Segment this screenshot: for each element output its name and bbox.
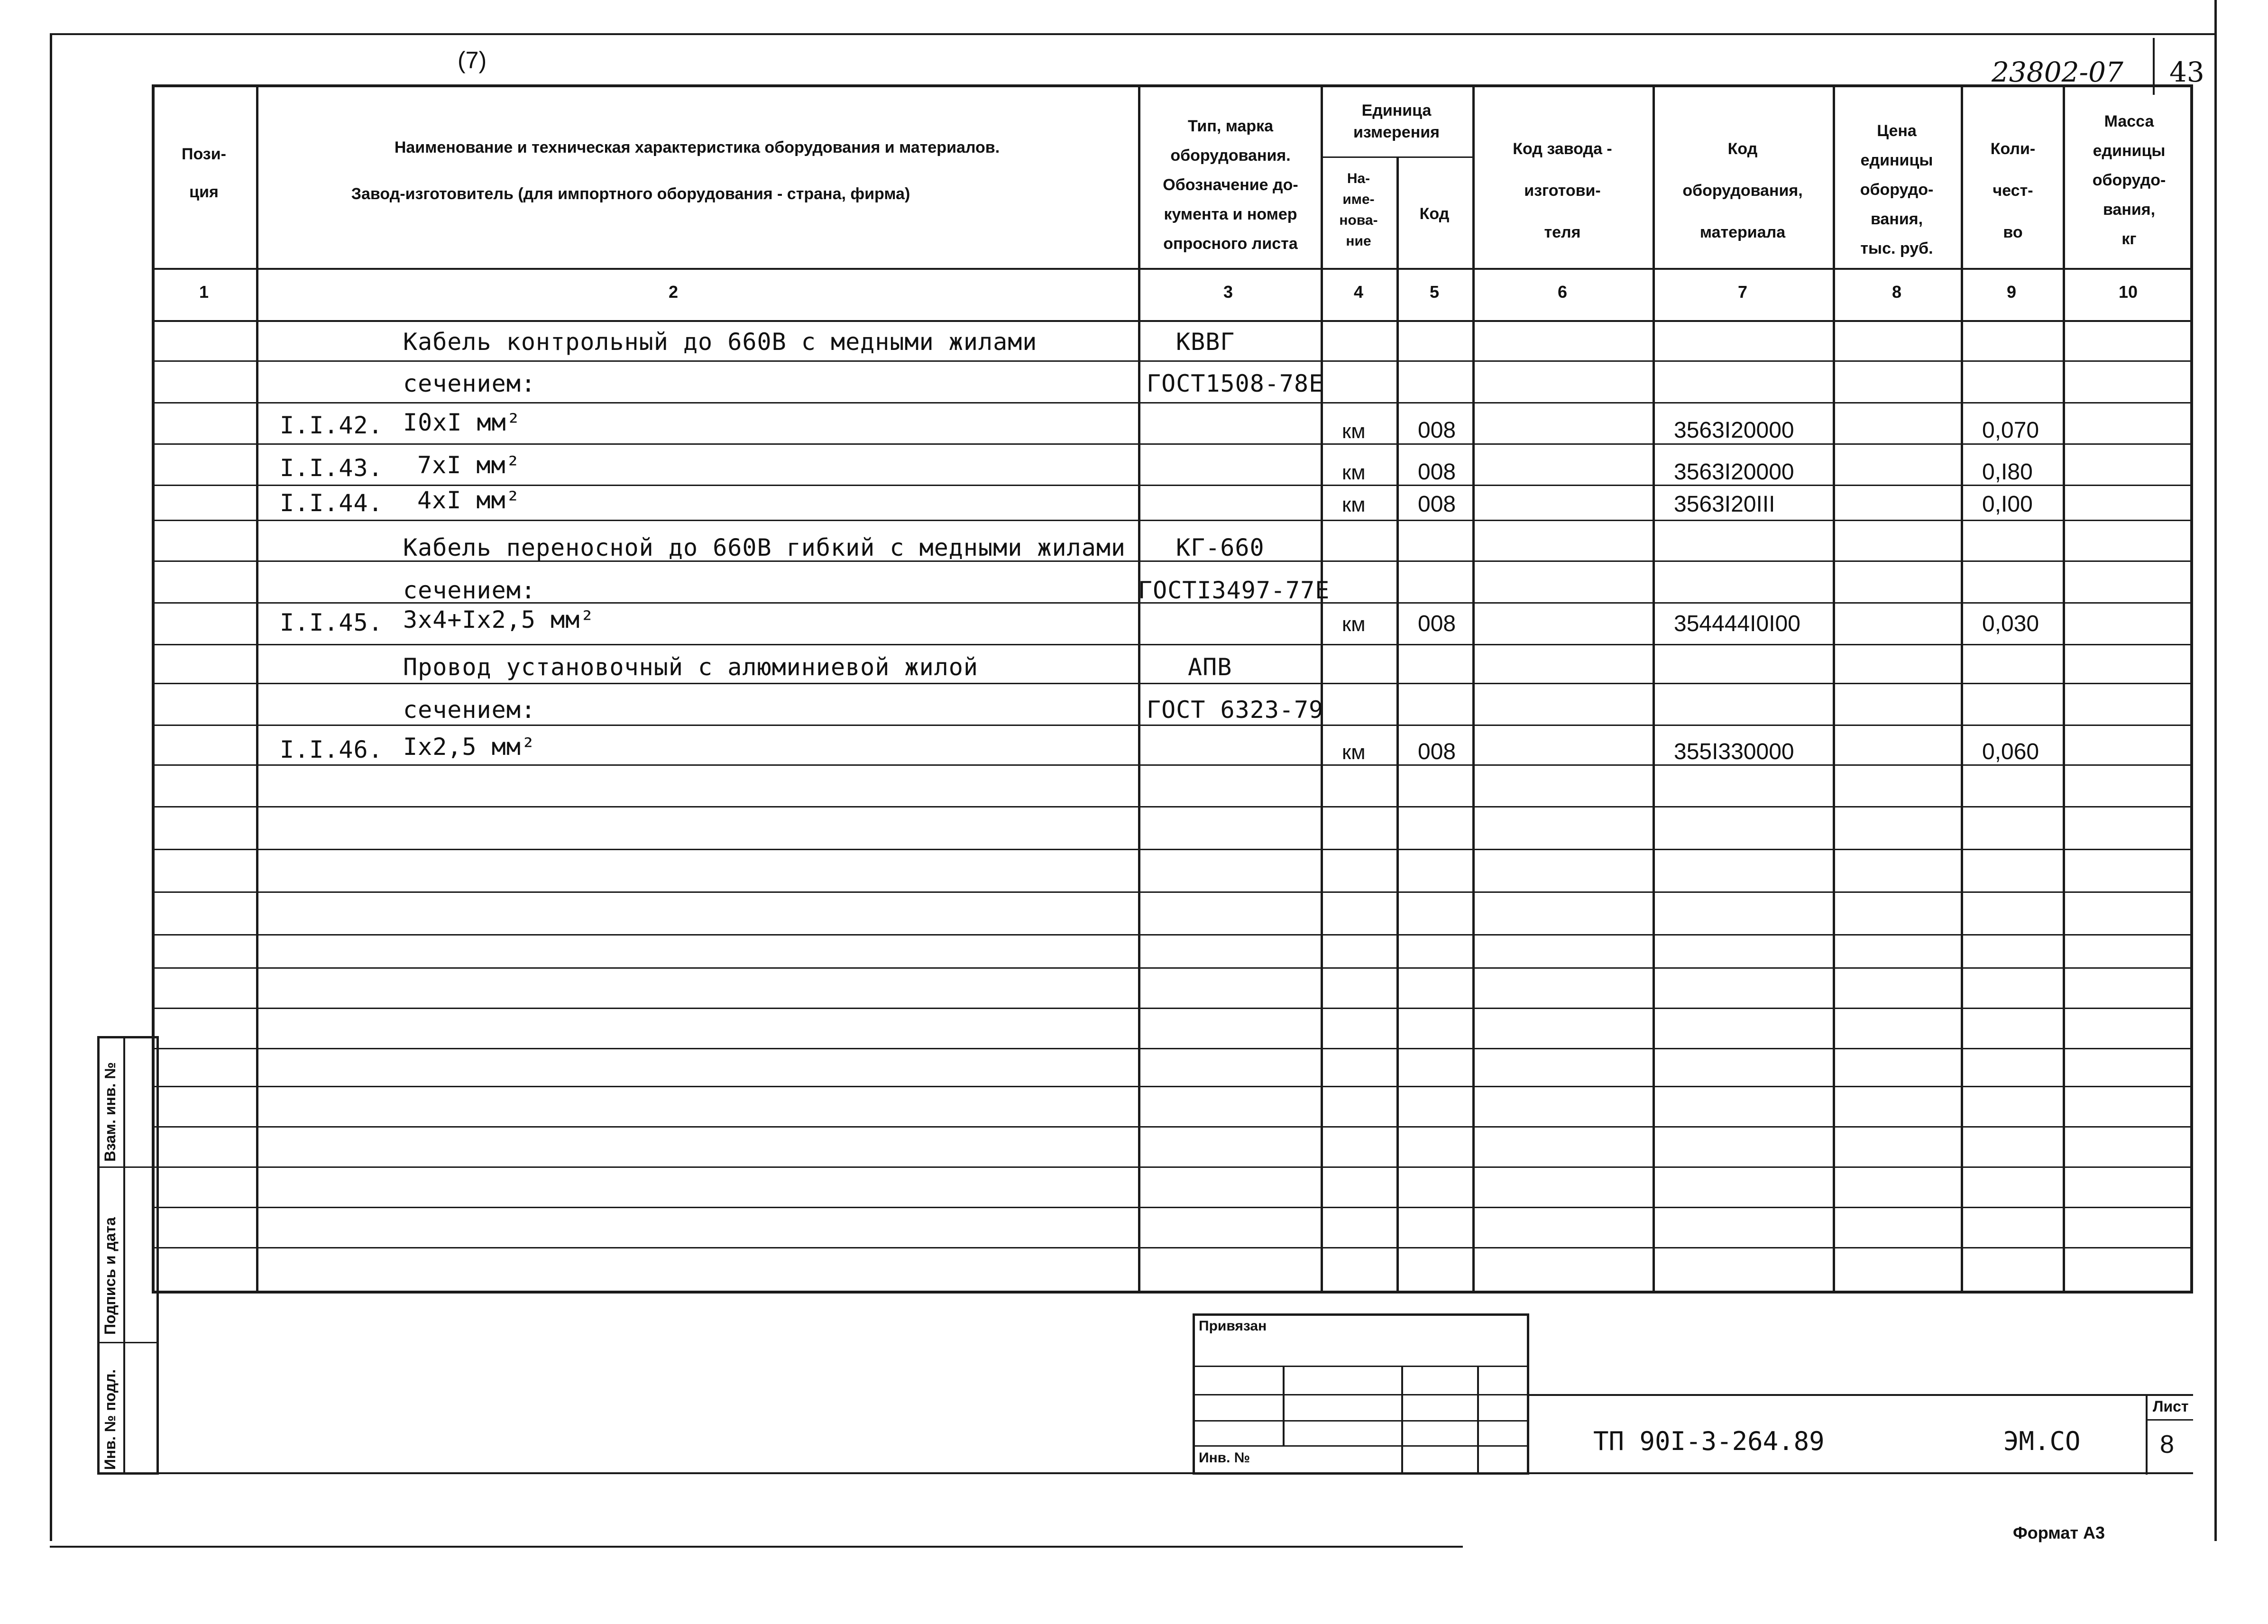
row-quantity: 0,I80 <box>1982 459 2033 485</box>
doc-block-top <box>1529 1394 2193 1396</box>
sheet-ref: (7) <box>458 47 487 73</box>
col-divider-6 <box>1653 84 1655 1294</box>
format-label: Формат А3 <box>2013 1523 2105 1542</box>
colnum-6: 6 <box>1557 282 1568 302</box>
colnum-3: 3 <box>1223 282 1233 302</box>
header-price: Цена единицы оборудо- вания, тыс. руб. <box>1860 122 1934 257</box>
side-stamp-line-1 <box>97 1166 159 1168</box>
header-material-code: Код оборудования, материала <box>1682 140 1803 241</box>
colnum-1: 1 <box>199 282 209 302</box>
colnum-2: 2 <box>668 282 679 302</box>
row-code: 008 <box>1418 492 1456 517</box>
row-rule <box>152 806 2193 807</box>
row-position: I.I.46. <box>280 736 383 763</box>
header-factory-code: Код завода - изготови- теля <box>1513 140 1612 241</box>
row-type: ГОСТ1508-78Е <box>1147 370 1324 397</box>
colnum-bottom-line <box>152 320 2193 322</box>
row-name: Провод установочный с алюминиевой жилой <box>403 653 978 681</box>
row-rule <box>152 1086 2193 1087</box>
sheet-label: Лист <box>2153 1398 2189 1415</box>
unit-subheader-line <box>1321 156 1472 158</box>
header-type: Тип, марка оборудования. Обозначение до- кумента и номер опросного листа <box>1163 117 1298 253</box>
spec-table <box>152 84 2193 1294</box>
sheet-label-line <box>2146 1419 2193 1421</box>
row-code: 008 <box>1418 739 1456 764</box>
header-unit-name: На- име- нова- ние <box>1339 171 1378 249</box>
row-rule <box>152 520 2193 521</box>
row-rule <box>152 764 2193 766</box>
header-unit: Единица измерения <box>1353 101 1440 141</box>
row-code: 008 <box>1418 459 1456 485</box>
row-name: сечением: <box>403 370 536 397</box>
colnum-4: 4 <box>1353 282 1364 302</box>
page-number: 43 <box>2169 56 2204 88</box>
row-rule <box>152 891 2193 893</box>
archive-number: 23802-07 <box>1992 56 2123 88</box>
row-rule <box>152 1247 2193 1248</box>
row-name: 3x4+Ix2,5 мм² <box>403 606 595 633</box>
row-code: 008 <box>1418 418 1456 443</box>
row-rule <box>152 485 2193 486</box>
header-position: Пози- ция <box>182 145 226 201</box>
inv-label: Инв. № <box>1199 1450 1250 1466</box>
row-rule <box>152 1166 2193 1168</box>
row-material: 3563I20III <box>1674 492 1775 517</box>
row-name: Ix2,5 мм² <box>403 733 536 761</box>
col-divider-5 <box>1472 84 1475 1294</box>
side-label-original: Инв. № подл. <box>101 1369 119 1470</box>
col-divider-7 <box>1833 84 1835 1294</box>
page-left-border <box>50 33 52 1541</box>
row-quantity: 0,030 <box>1982 611 2039 636</box>
row-unit: км <box>1342 493 1366 516</box>
row-unit: км <box>1342 613 1366 636</box>
row-rule <box>152 402 2193 404</box>
row-material: 355I330000 <box>1674 739 1794 764</box>
colnum-7: 7 <box>1737 282 1748 302</box>
header-mass: Масса единицы оборудо- вания, кг <box>2092 112 2166 248</box>
row-quantity: 0,060 <box>1982 739 2039 764</box>
sheet-number: 8 <box>2160 1430 2175 1459</box>
row-quantity: 0,070 <box>1982 418 2039 443</box>
doc-section: ЭМ.СО <box>2003 1426 2081 1456</box>
row-name: I0xI мм² <box>403 409 521 436</box>
row-rule <box>152 849 2193 850</box>
row-rule <box>152 967 2193 969</box>
colnum-10: 10 <box>2118 282 2138 302</box>
row-type: АПВ <box>1188 653 1232 681</box>
row-position: I.I.45. <box>280 609 383 636</box>
row-name: 7xI мм² <box>417 451 521 479</box>
col-divider-8 <box>1961 84 1963 1294</box>
title-block-bottom <box>159 1472 2193 1474</box>
row-rule <box>152 934 2193 936</box>
page-top-border <box>50 33 2217 35</box>
bound-label: Привязан <box>1199 1318 1267 1334</box>
page-bottom-border <box>50 1546 1463 1548</box>
colnum-5: 5 <box>1429 282 1440 302</box>
row-material: 3563I20000 <box>1674 418 1794 443</box>
row-material: 354444I0I00 <box>1674 611 1800 636</box>
bound-col-2 <box>1401 1366 1403 1475</box>
side-label-replaced: Взам. инв. № <box>101 1062 119 1162</box>
row-rule <box>152 1207 2193 1208</box>
colnum-9: 9 <box>2006 282 2017 302</box>
row-material: 3563I20000 <box>1674 459 1794 485</box>
row-rule <box>152 725 2193 726</box>
row-rule <box>152 644 2193 645</box>
header-unit-code: Код <box>1419 205 1450 223</box>
row-unit: км <box>1342 461 1366 484</box>
colnum-8: 8 <box>1892 282 1902 302</box>
row-position: I.I.44. <box>280 489 383 517</box>
row-position: I.I.43. <box>280 454 383 482</box>
row-position: I.I.42. <box>280 412 383 439</box>
row-quantity: 0,I00 <box>1982 492 2033 517</box>
row-name: 4xI мм² <box>417 486 521 514</box>
row-code: 008 <box>1418 611 1456 636</box>
col-divider-1 <box>256 84 258 1294</box>
bound-col-3 <box>1477 1366 1479 1475</box>
row-unit: км <box>1342 741 1366 764</box>
row-rule <box>152 1008 2193 1009</box>
side-label-signature: Подпись и дата <box>101 1217 119 1335</box>
sheet-divider <box>2146 1394 2148 1475</box>
header-name-line2: Завод-изготовитель (для импортного оборудования - страна, фирма) <box>351 185 910 203</box>
doc-code: ТП 90I-3-264.89 <box>1593 1426 1825 1456</box>
row-type: КВВГ <box>1176 328 1235 356</box>
bound-col-1 <box>1283 1366 1285 1445</box>
header-bottom-line <box>152 268 2193 270</box>
col-divider-2 <box>1138 84 1140 1294</box>
row-rule <box>152 683 2193 684</box>
side-stamp-line-2 <box>97 1342 159 1343</box>
row-rule <box>152 443 2193 445</box>
row-name: Кабель переносной до 660В гибкий с медными жилами <box>403 534 1126 561</box>
row-rule <box>152 1048 2193 1049</box>
row-rule <box>152 360 2193 362</box>
col-divider-9 <box>2063 84 2065 1294</box>
row-type: ГОСТI3497-77Е <box>1138 577 1330 604</box>
row-name: сечением: <box>403 696 536 724</box>
header-quantity: Коли- чест- во <box>1990 140 2036 241</box>
row-type: КГ-660 <box>1176 534 1265 561</box>
header-name-line1: Наименование и техническая характеристика оборудования и материалов. <box>394 138 1000 156</box>
col-divider-3 <box>1321 84 1323 1294</box>
row-rule <box>152 1126 2193 1128</box>
row-name: Кабель контрольный до 660В с медными жилами <box>403 328 1038 356</box>
row-name: сечением: <box>403 577 536 604</box>
side-stamp-divider <box>123 1036 125 1475</box>
row-unit: км <box>1342 420 1366 443</box>
row-type: ГОСТ 6323-79 <box>1147 696 1324 724</box>
page-right-border <box>2214 0 2217 1541</box>
